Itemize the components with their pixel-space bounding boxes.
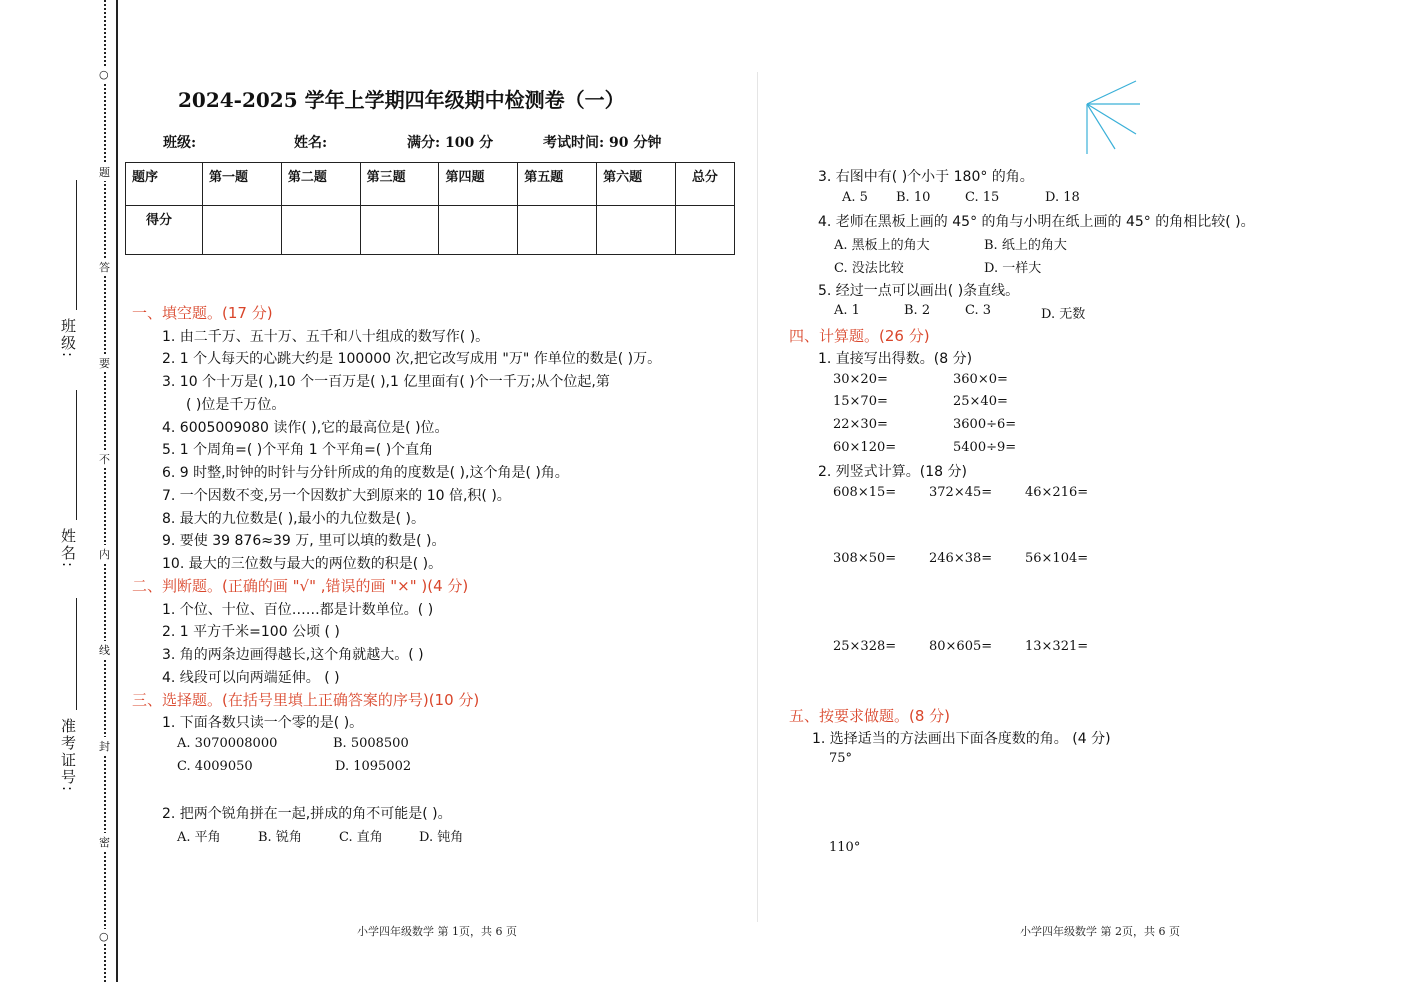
fill-question: 1. 由二千万、五十万、五千和八十组成的数写作( )。 — [162, 329, 490, 345]
choice-option: D. 钝角 — [419, 830, 464, 845]
score-header: 第六题 — [597, 163, 676, 206]
seal-char: ○ — [99, 68, 109, 81]
figure-ray — [1087, 104, 1136, 134]
score-cell[interactable] — [360, 206, 439, 255]
vertical-calc: 56×104= — [1025, 551, 1089, 566]
section-4-heading: 四、计算题。(26 分) — [789, 327, 930, 345]
score-header: 第二题 — [281, 163, 360, 206]
direct-calc: 360×0= — [953, 372, 1008, 387]
judge-question: 1. 个位、十位、百位……都是计数单位。( ) — [162, 602, 434, 618]
seal-char: 题 — [99, 163, 110, 181]
direct-calc: 30×20= — [833, 372, 888, 387]
fill-question: 10. 最大的三位数与最大的两位数的积是( )。 — [162, 556, 443, 572]
class-label: 班级: — [59, 318, 77, 360]
seal-char: 线 — [99, 641, 110, 659]
exam-title: 2024-2025 学年上学期四年级期中检测卷（一） — [178, 88, 625, 112]
choice-question: 4. 老师在黑板上画的 45° 的角与小明在纸上画的 45° 的角相比较( )。 — [818, 214, 1255, 230]
judge-question: 2. 1 平方千米=100 公顷 ( ) — [162, 624, 340, 640]
choice-option: A. 黑板上的角大 — [834, 238, 930, 253]
seal-char: ○ — [99, 930, 109, 943]
direct-calc: 15×70= — [833, 394, 888, 409]
score-cell[interactable] — [281, 206, 360, 255]
choice-option: A. 5 — [842, 190, 868, 205]
calc-subheading: 2. 列竖式计算。(18 分) — [818, 464, 967, 480]
direct-calc: 3600÷6= — [953, 417, 1017, 432]
seal-char: 内 — [99, 545, 110, 563]
choice-question: 5. 经过一点可以画出( )条直线。 — [818, 283, 1020, 299]
score-header: 题序 — [126, 163, 203, 206]
choice-option: C. 直角 — [339, 830, 383, 845]
score-cell[interactable] — [518, 206, 597, 255]
vertical-calc: 372×45= — [929, 485, 993, 500]
exam-id-label: 准考证号: — [59, 718, 77, 794]
info-full-score: 满分: 100 分 — [407, 135, 494, 151]
footer-page-1: 小学四年级数学 第 1页，共 6 页 — [357, 925, 517, 938]
fill-question: 8. 最大的九位数是( ),最小的九位数是( )。 — [162, 511, 426, 527]
fill-question: 2. 1 个人每天的心跳大约是 100000 次,把它改写成用 "万" 作单位的数是( )万。 — [162, 351, 662, 367]
score-header: 第四题 — [439, 163, 518, 206]
choice-option: B. 5008500 — [333, 736, 409, 751]
draw-question: 1. 选择适当的方法画出下面各度数的角。 (4 分) — [812, 731, 1111, 747]
score-header: 总分 — [675, 163, 734, 206]
choice-option: D. 一样大 — [984, 261, 1042, 276]
figure-ray — [1087, 81, 1136, 104]
calc-subheading: 1. 直接写出得数。(8 分) — [818, 351, 973, 367]
direct-calc: 60×120= — [833, 440, 897, 455]
angle-rays-figure — [1080, 76, 1150, 156]
direct-calc: 22×30= — [833, 417, 888, 432]
judge-question: 4. 线段可以向两端延伸。 ( ) — [162, 670, 340, 686]
figure-ray — [1087, 104, 1115, 149]
direct-calc: 5400÷9= — [953, 440, 1017, 455]
score-cell[interactable] — [203, 206, 282, 255]
choice-option: D. 18 — [1045, 190, 1080, 205]
choice-option: B. 纸上的角大 — [984, 238, 1067, 253]
seal-char: 封 — [99, 737, 110, 755]
direct-calc: 25×40= — [953, 394, 1008, 409]
vertical-calc: 308×50= — [833, 551, 897, 566]
choice-option: D. 1095002 — [335, 759, 412, 774]
angle-75: 75° — [829, 751, 853, 766]
fill-question: 7. 一个因数不变,另一个因数扩大到原来的 10 倍,积( )。 — [162, 488, 511, 504]
choice-option: C. 15 — [965, 190, 1000, 205]
seal-char: 要 — [99, 354, 110, 372]
class-line — [76, 180, 77, 310]
info-name: 姓名: — [294, 135, 328, 151]
fill-question: 6. 9 时整,时钟的时针与分针所成的角的度数是( ),这个角是( )角。 — [162, 465, 569, 481]
exam-id-line — [76, 598, 77, 710]
vertical-calc: 80×605= — [929, 639, 993, 654]
page-divider — [757, 72, 758, 922]
score-header: 第三题 — [360, 163, 439, 206]
angle-110: 110° — [829, 840, 861, 855]
choice-question: 1. 下面各数只读一个零的是( )。 — [162, 715, 364, 731]
footer-page-2: 小学四年级数学 第 2页，共 6 页 — [1020, 925, 1180, 938]
choice-option: D. 无数 — [1041, 307, 1086, 322]
vertical-calc: 25×328= — [833, 639, 897, 654]
fill-question: 5. 1 个周角=( )个平角 1 个平角=( )个直角 — [162, 442, 434, 458]
name-line — [76, 390, 77, 520]
choice-option: C. 没法比较 — [834, 261, 904, 276]
seal-char: 密 — [99, 833, 110, 851]
score-row-label: 得分 — [126, 206, 203, 255]
choice-question: 3. 右图中有( )个小于 180° 的角。 — [818, 169, 1034, 185]
section-2-heading: 二、判断题。(正确的画 "√" ,错误的画 "×" )(4 分) — [132, 577, 469, 595]
score-table — [125, 162, 735, 255]
choice-question: 2. 把两个锐角拼在一起,拼成的角不可能是( )。 — [162, 806, 452, 822]
fill-question: 4. 6005009080 读作( ),它的最高位是( )位。 — [162, 420, 449, 436]
vertical-calc: 246×38= — [929, 551, 993, 566]
fill-question: 3. 10 个十万是( ),10 个一百万是( ),1 亿里面有( )个一千万;从个位起,第 — [162, 374, 610, 390]
score-cell[interactable] — [597, 206, 676, 255]
vertical-calc: 13×321= — [1025, 639, 1089, 654]
section-3-heading: 三、选择题。(在括号里填上正确答案的序号)(10 分) — [132, 691, 480, 709]
vertical-calc: 608×15= — [833, 485, 897, 500]
choice-option: A. 3070008000 — [177, 736, 278, 751]
section-5-heading: 五、按要求做题。(8 分) — [789, 707, 951, 725]
choice-option: C. 3 — [965, 303, 992, 318]
vertical-calc: 46×216= — [1025, 485, 1089, 500]
choice-option: B. 10 — [896, 190, 931, 205]
choice-option: A. 平角 — [177, 830, 221, 845]
choice-option: B. 锐角 — [258, 830, 302, 845]
score-header: 第一题 — [203, 163, 282, 206]
info-class: 班级: — [163, 135, 197, 151]
score-header: 第五题 — [518, 163, 597, 206]
choice-option: C. 4009050 — [177, 759, 253, 774]
judge-question: 3. 角的两条边画得越长,这个角就越大。( ) — [162, 647, 424, 663]
score-cell[interactable] — [439, 206, 518, 255]
section-1-heading: 一、填空题。(17 分) — [132, 304, 273, 322]
fill-question: ( )位是千万位。 — [186, 397, 286, 413]
name-label: 姓名: — [59, 528, 77, 570]
score-cell[interactable] — [675, 206, 734, 255]
fill-question: 9. 要使 39 876≈39 万, 里可以填的数是( )。 — [162, 533, 446, 549]
seal-char: 不 — [99, 450, 110, 468]
info-time: 考试时间: 90 分钟 — [543, 135, 662, 151]
choice-option: B. 2 — [904, 303, 931, 318]
binding-solid-line — [116, 0, 118, 982]
choice-option: A. 1 — [834, 303, 860, 318]
seal-char: 答 — [99, 258, 110, 276]
